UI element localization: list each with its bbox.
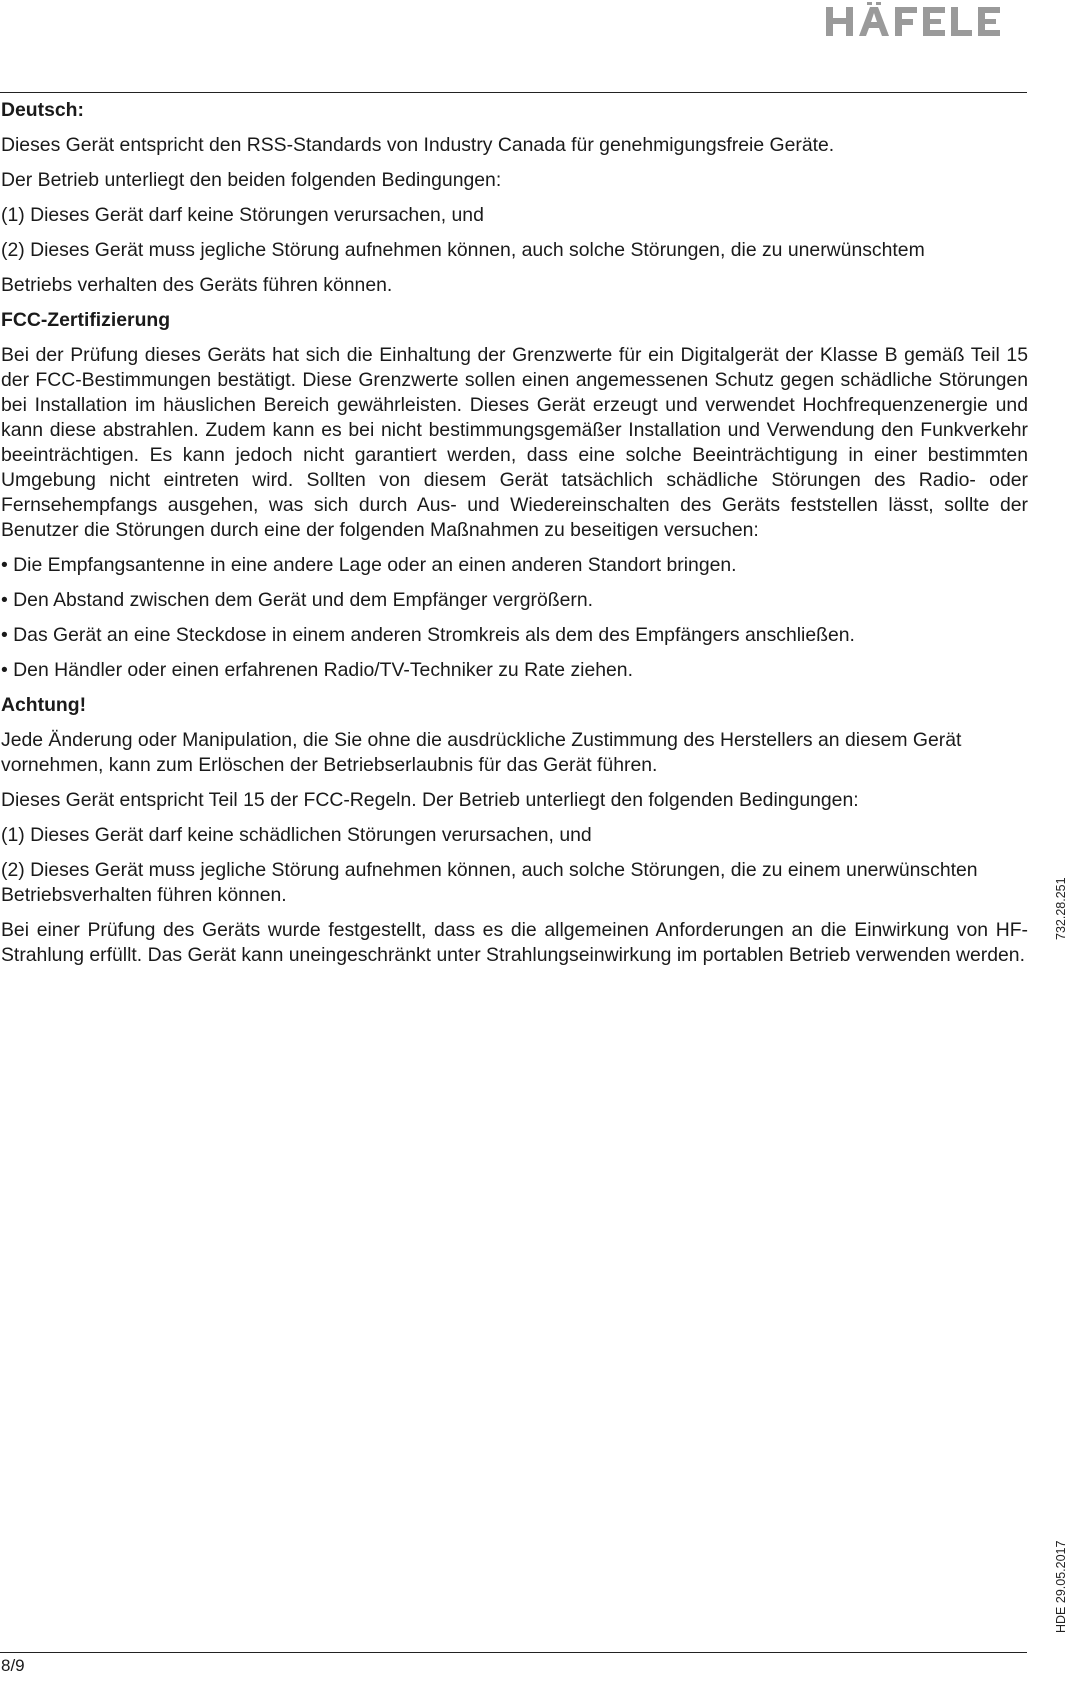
list-item: • Das Gerät an eine Steckdose in einem anderen Stromkreis als dem des Empfängers anschließen. — [1, 624, 855, 646]
haefele-logo — [826, 2, 1028, 36]
paragraph-rss-standards: Dieses Gerät entspricht den RSS-Standards von Industry Canada für genehmigungsfreie Geräte. — [1, 134, 835, 156]
paragraph-fcc-condition-2: (2) Dieses Gerät muss jegliche Störung aufnehmen können, auch solche Störungen, die zu einem unerwünschten Betriebsverhalten führen können. — [1, 859, 978, 906]
date-code: HDE 29.05.2017 — [1054, 1540, 1068, 1633]
paragraph-condition-2-cont: Betriebs verhalten des Geräts führen können. — [1, 274, 393, 296]
heading-fcc-zertifizierung: FCC-Zertifizierung — [1, 309, 171, 331]
paragraph-condition-2: (2) Dieses Gerät muss jegliche Störung aufnehmen können, auch solche Störungen, die zu unerwünschtem — [1, 239, 925, 261]
list-item: • Die Empfangsantenne in eine andere Lage oder an einen anderen Standort bringen. — [1, 554, 737, 576]
paragraph-conditions-intro: Der Betrieb unterliegt den beiden folgenden Bedingungen: — [1, 169, 502, 191]
paragraph-condition-1: (1) Dieses Gerät darf keine Störungen verursachen, und — [1, 204, 484, 226]
list-item: • Den Abstand zwischen dem Gerät und dem Empfänger vergrößern. — [1, 589, 594, 611]
paragraph-fcc-condition-1: (1) Dieses Gerät darf keine schädlichen Störungen verursachen, und — [1, 824, 592, 846]
heading-deutsch: Deutsch: — [1, 99, 84, 121]
footer-rule — [0, 1652, 1027, 1653]
page-number: 8/9 — [1, 1656, 25, 1675]
heading-achtung: Achtung! — [1, 694, 87, 716]
paragraph-hf-radiation: Bei einer Prüfung des Geräts wurde festgestellt, dass es die allgemeinen Anforderungen an die Einwirkung von HF-Strahlung erfüllt. Das Gerät kann uneingeschränkt unter Strahlungseinwirkung im portablen Betrieb verwenden werden. — [1, 919, 1028, 966]
haefele-logo-graphic — [826, 2, 1028, 36]
header-rule — [0, 92, 1027, 93]
article-number: 732.28.251 — [1054, 877, 1068, 940]
list-item: • Den Händler oder einen erfahrenen Radio/TV-Techniker zu Rate ziehen. — [1, 659, 633, 681]
paragraph-modification-warning: Jede Änderung oder Manipulation, die Sie ohne die ausdrückliche Zustimmung des Herstellers an diesem Gerät vornehmen, kann zum Erlöschen der Betriebserlaubnis für das Gerät führen. — [1, 729, 962, 776]
document-body — [1, 98, 1028, 978]
paragraph-fcc-part15: Dieses Gerät entspricht Teil 15 der FCC-Regeln. Der Betrieb unterliegt den folgenden Bedingungen: — [1, 789, 859, 811]
paragraph-fcc-body: Bei der Prüfung dieses Geräts hat sich die Einhaltung der Grenzwerte für ein Digitalgerät der Klasse B gemäß Teil 15 der FCC-Bestimmungen bestätigt. Diese Grenzwerte sollen einen angemessenen Schutz gegen schädliche Störungen bei Installation im häuslichen Bereich gewährleisten. Dieses Gerät erzeugt und verwendet Hochfrequenzenergie und kann diese abstrahlen. Zudem kann es bei nicht bestimmungsgemäßer Installation und Verwendung den Funkverkehr beeinträchtigen. Es kann jedoch nicht garantiert werden, dass eine solche Beeinträchtigung in einer bestimmten Umgebung nicht eintreten wird. Sollten von diesem Gerät tatsächlich schädliche Störungen des Radio- oder Fernsehempfangs ausgehen, was sich durch Aus- und Wiedereinschalten des Geräts feststellen lässt, sollte der Benutzer die Störungen durch eine der folgenden Maßnahmen zu beseitigen versuchen: — [1, 344, 1028, 541]
